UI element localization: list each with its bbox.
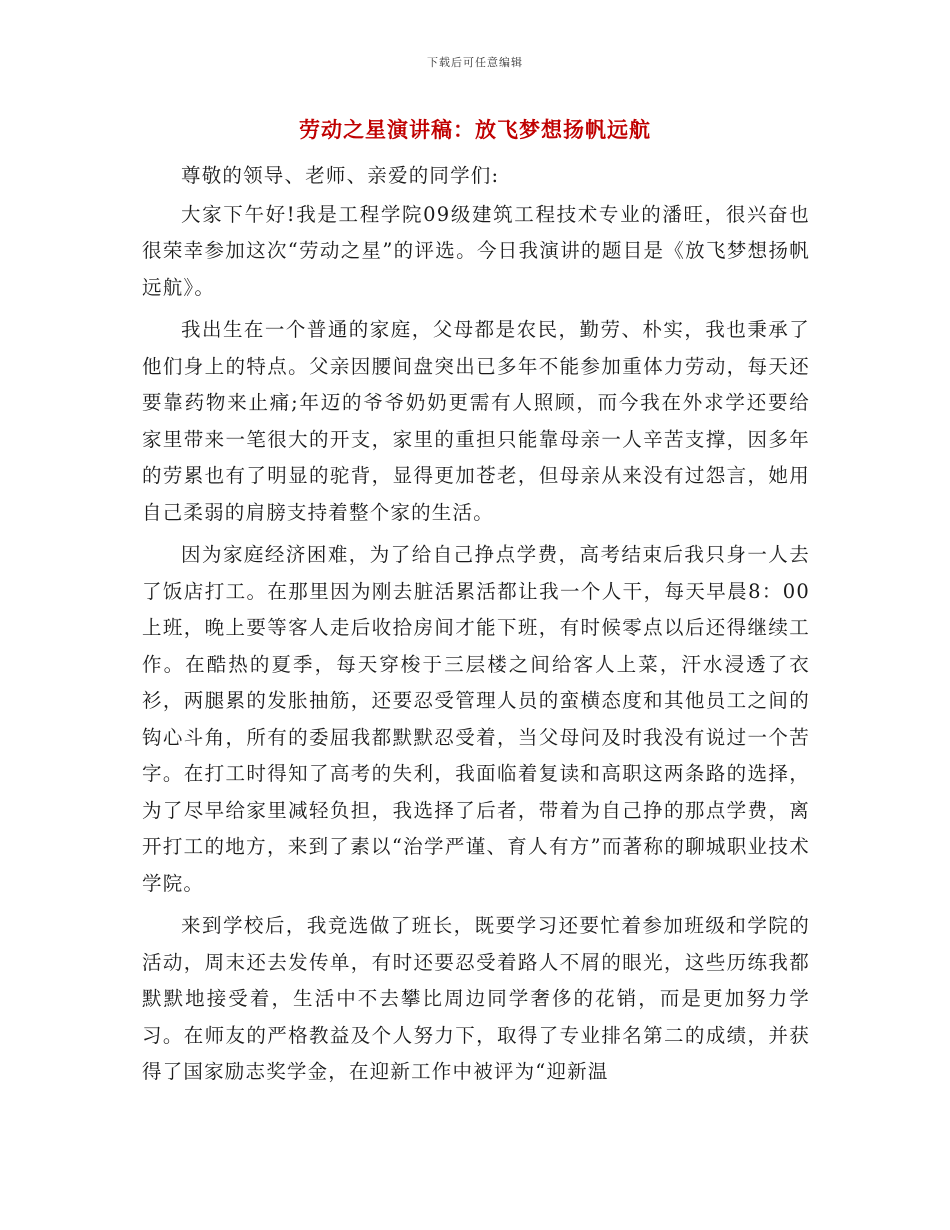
paragraph-work: 因为家庭经济困难，为了给自己挣点学费，高考结束后我只身一人去了饭店打工。在那里因为刚去脏活累活都让我一个人干，每天早晨8：00上班，晚上要等客人走后收拾房间才能下班，有时候零点以后还得继续工作。在酷热的夏季，每天穿梭于三层楼之间给客人上菜，汗水浸透了衣衫，两腿累的发胀抽筋，还要忍受管理人员的蛮横态度和其他员工之间的钩心斗角，所有的委屈我都默默忍受着，当父母问及时我没有说过一个苦字。在打工时得知了高考的失利，我面临着复读和高职这两条路的选择，为了尽早给家里减轻负担，我选择了后者，带着为自己挣的那点学费，离开打工的地方，来到了素以“治学严谨、育人有方”而著称的聊城职业技术学院。 — [142, 543, 810, 895]
paragraph-family: 我出生在一个普通的家庭，父母都是农民，勤劳、朴实，我也秉承了他们身上的特点。父亲因腰间盘突出已多年不能参加重体力劳动，每天还要靠药物来止痛;年迈的爷爷奶奶更需有人照顾，而今我在外求学还要给家里带来一笔很大的开支，家里的重担只能靠母亲一人辛苦支撑，因多年的劳累也有了明显的驼背，显得更加苍老，但母亲从来没有过怨言，她用自己柔弱的肩膀支持着整个家的生活。 — [142, 318, 810, 524]
page-title: 劳动之星演讲稿：放飞梦想扬帆远航 — [299, 117, 651, 142]
paragraph-greeting: 大家下午好!我是工程学院09级建筑工程技术专业的潘旺，很兴奋也很荣幸参加这次“劳动之星”的评选。今日我演讲的题目是《放飞梦想扬帆远航》。 — [142, 202, 810, 299]
paragraph-school: 来到学校后，我竞选做了班长，既要学习还要忙着参加班级和学院的活动，周末还去发传单，有时还要忍受着路人不屑的眼光，这些历练我都默默地接受着，生活中不去攀比周边同学奢侈的花销，而是更加努力学习。在师友的严格教益及个人努力下，取得了专业排名第二的成绩，并获得了国家励志奖学金，在迎新工作中被评为“迎新温 — [142, 914, 810, 1083]
document-body — [142, 158, 810, 1097]
paragraph-salutation: 尊敬的领导、老师、亲爱的同学们: — [181, 164, 500, 187]
header-note: 下载后可任意编辑 — [427, 56, 523, 69]
